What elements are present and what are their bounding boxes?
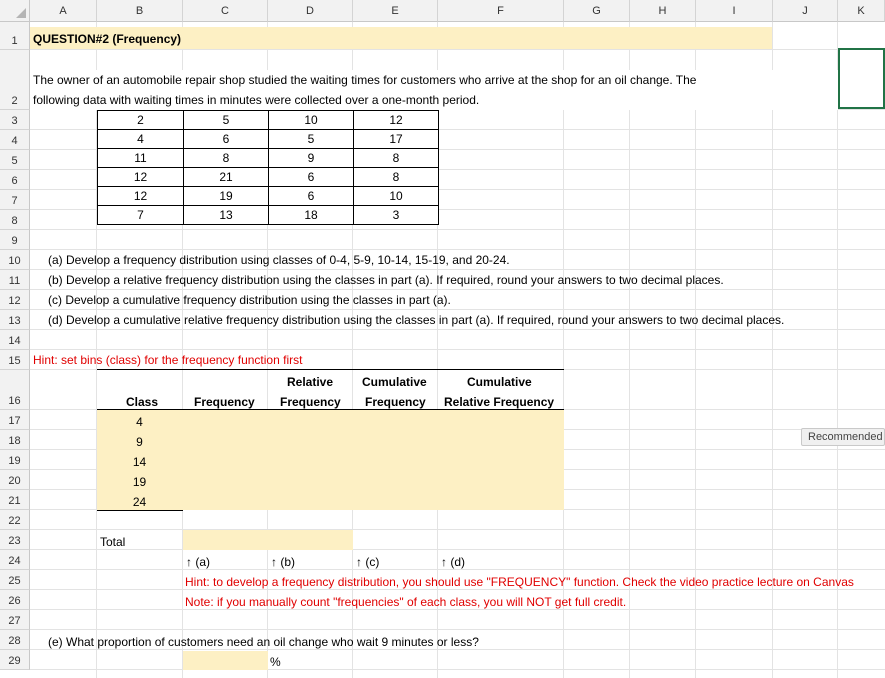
- class-value[interactable]: 24: [132, 495, 147, 509]
- table-row: [98, 187, 439, 206]
- hint-frequency-function: Hint: to develop a frequency distribution, you should use "FREQUENCY" function. Check the video practice lecture on Canvas: [185, 575, 854, 589]
- row-header[interactable]: 29: [0, 650, 30, 670]
- data-cell[interactable]: 5: [184, 111, 269, 130]
- column-header-f[interactable]: F: [438, 0, 564, 22]
- data-cell[interactable]: 12: [354, 111, 439, 130]
- row-header[interactable]: 19: [0, 450, 30, 470]
- column-header-a[interactable]: A: [30, 0, 97, 22]
- data-cell[interactable]: 13: [184, 206, 269, 225]
- column-header-h[interactable]: H: [630, 0, 696, 22]
- intro-line-1: The owner of an automobile repair shop studied the waiting times for customers who arrive at the shop for an oil change. The: [33, 73, 697, 87]
- column-header-d[interactable]: D: [268, 0, 353, 22]
- class-bottom-border: [97, 510, 183, 511]
- data-cell[interactable]: 18: [269, 206, 354, 225]
- part-b-text: (b) Develop a relative frequency distribution using the classes in part (a). If required, round your answers to two decimal places.: [48, 273, 724, 287]
- data-cell[interactable]: 19: [184, 187, 269, 206]
- row-header[interactable]: 16: [0, 370, 30, 410]
- note-manual-count: Note: if you manually count "frequencies" of each class, you will NOT get full credit.: [185, 595, 627, 609]
- frequency-header: Frequency: [194, 395, 255, 409]
- arrow-b: ↑ (b): [271, 555, 295, 569]
- data-cell[interactable]: 7: [98, 206, 184, 225]
- percent-sign: %: [270, 655, 281, 669]
- data-cell[interactable]: 21: [184, 168, 269, 187]
- data-cell[interactable]: 8: [354, 168, 439, 187]
- class-value[interactable]: 9: [136, 435, 143, 449]
- row-header[interactable]: 17: [0, 410, 30, 430]
- data-cell[interactable]: 8: [184, 149, 269, 168]
- arrow-a: ↑ (a): [186, 555, 210, 569]
- cum-rel-frequency-header: Relative Frequency: [444, 395, 555, 409]
- part-a-text: (a) Develop a frequency distribution using classes of 0-4, 5-9, 10-14, 15-19, and 20-24.: [48, 253, 510, 267]
- row-header[interactable]: 13: [0, 310, 30, 330]
- cumulative-header-top: Cumulative: [362, 375, 427, 389]
- waiting-times-table: [97, 110, 439, 225]
- total-input[interactable]: [183, 530, 353, 550]
- table-row: [98, 130, 439, 149]
- part-e-text: (e) What proportion of customers need an oil change who wait 9 minutes or less?: [48, 635, 479, 649]
- data-cell[interactable]: 12: [98, 187, 184, 206]
- arrow-c: ↑ (c): [356, 555, 380, 569]
- data-cell[interactable]: 2: [98, 111, 184, 130]
- row-header[interactable]: 24: [0, 550, 30, 570]
- cumulative-frequency-header: Frequency: [365, 395, 426, 409]
- data-cell[interactable]: 11: [98, 149, 184, 168]
- proportion-input[interactable]: [183, 651, 268, 670]
- column-header-i[interactable]: I: [696, 0, 773, 22]
- question-title: QUESTION#2 (Frequency): [33, 32, 182, 46]
- column-header-e[interactable]: E: [353, 0, 438, 22]
- data-cell[interactable]: 6: [184, 130, 269, 149]
- row-header[interactable]: 14: [0, 330, 30, 350]
- total-label: Total: [100, 535, 126, 549]
- data-cell[interactable]: 9: [269, 149, 354, 168]
- row-header[interactable]: 4: [0, 130, 30, 150]
- class-value[interactable]: 4: [136, 415, 143, 429]
- part-c-text: (c) Develop a cumulative frequency distribution using the classes in part (a).: [48, 293, 451, 307]
- row-header[interactable]: 26: [0, 590, 30, 610]
- class-value[interactable]: 14: [132, 455, 147, 469]
- class-header: Class: [126, 395, 159, 409]
- row-header[interactable]: 12: [0, 290, 30, 310]
- row-header[interactable]: 3: [0, 110, 30, 130]
- row-header[interactable]: 9: [0, 230, 30, 250]
- row-header[interactable]: 7: [0, 190, 30, 210]
- data-cell[interactable]: 17: [354, 130, 439, 149]
- recommended-button[interactable]: Recommended: [801, 428, 885, 446]
- row-header[interactable]: 11: [0, 270, 30, 290]
- data-cell[interactable]: 6: [269, 168, 354, 187]
- table-top-border: [97, 369, 564, 370]
- data-cell[interactable]: 10: [269, 111, 354, 130]
- row-header[interactable]: 23: [0, 530, 30, 550]
- row-header[interactable]: 22: [0, 510, 30, 530]
- column-header-b[interactable]: B: [97, 0, 183, 22]
- row-header[interactable]: 5: [0, 150, 30, 170]
- row-header[interactable]: 8: [0, 210, 30, 230]
- data-cell[interactable]: 6: [269, 187, 354, 206]
- arrow-d: ↑ (d): [441, 555, 465, 569]
- relative-header-top: Relative: [287, 375, 334, 389]
- row-header[interactable]: 10: [0, 250, 30, 270]
- column-header-g[interactable]: G: [564, 0, 630, 22]
- cum-rel-header-top: Cumulative: [467, 375, 532, 389]
- data-cell[interactable]: 10: [354, 187, 439, 206]
- selected-cell-k2[interactable]: [838, 48, 885, 109]
- hint-bins: Hint: set bins (class) for the frequency function first: [33, 353, 303, 367]
- data-cell[interactable]: 5: [269, 130, 354, 149]
- row-header[interactable]: 21: [0, 490, 30, 510]
- table-row: [98, 206, 439, 225]
- row-header[interactable]: 25: [0, 570, 30, 590]
- class-value[interactable]: 19: [132, 475, 147, 489]
- data-cell[interactable]: 12: [98, 168, 184, 187]
- select-all-corner[interactable]: [0, 0, 30, 22]
- column-header-j[interactable]: J: [773, 0, 838, 22]
- row-header[interactable]: 1: [0, 22, 30, 50]
- row-header[interactable]: 20: [0, 470, 30, 490]
- row-header[interactable]: 28: [0, 630, 30, 650]
- data-cell[interactable]: 4: [98, 130, 184, 149]
- intro-line-2: following data with waiting times in minutes were collected over a one-month period.: [33, 93, 480, 107]
- table-row: [98, 168, 439, 187]
- data-cell[interactable]: 8: [354, 149, 439, 168]
- row-header[interactable]: 27: [0, 610, 30, 630]
- relative-frequency-header: Frequency: [280, 395, 341, 409]
- table-row: [98, 111, 439, 130]
- row-header[interactable]: 6: [0, 170, 30, 190]
- part-d-text: (d) Develop a cumulative relative frequency distribution using the classes in part (a). If required, round your answers to two decimal places.: [48, 313, 785, 327]
- data-cell[interactable]: 3: [354, 206, 439, 225]
- column-header-c[interactable]: C: [183, 0, 268, 22]
- column-header-k[interactable]: K: [838, 0, 885, 22]
- row-header[interactable]: 15: [0, 350, 30, 370]
- row-header[interactable]: 18: [0, 430, 30, 450]
- row-header[interactable]: 2: [0, 50, 30, 110]
- table-row: [98, 149, 439, 168]
